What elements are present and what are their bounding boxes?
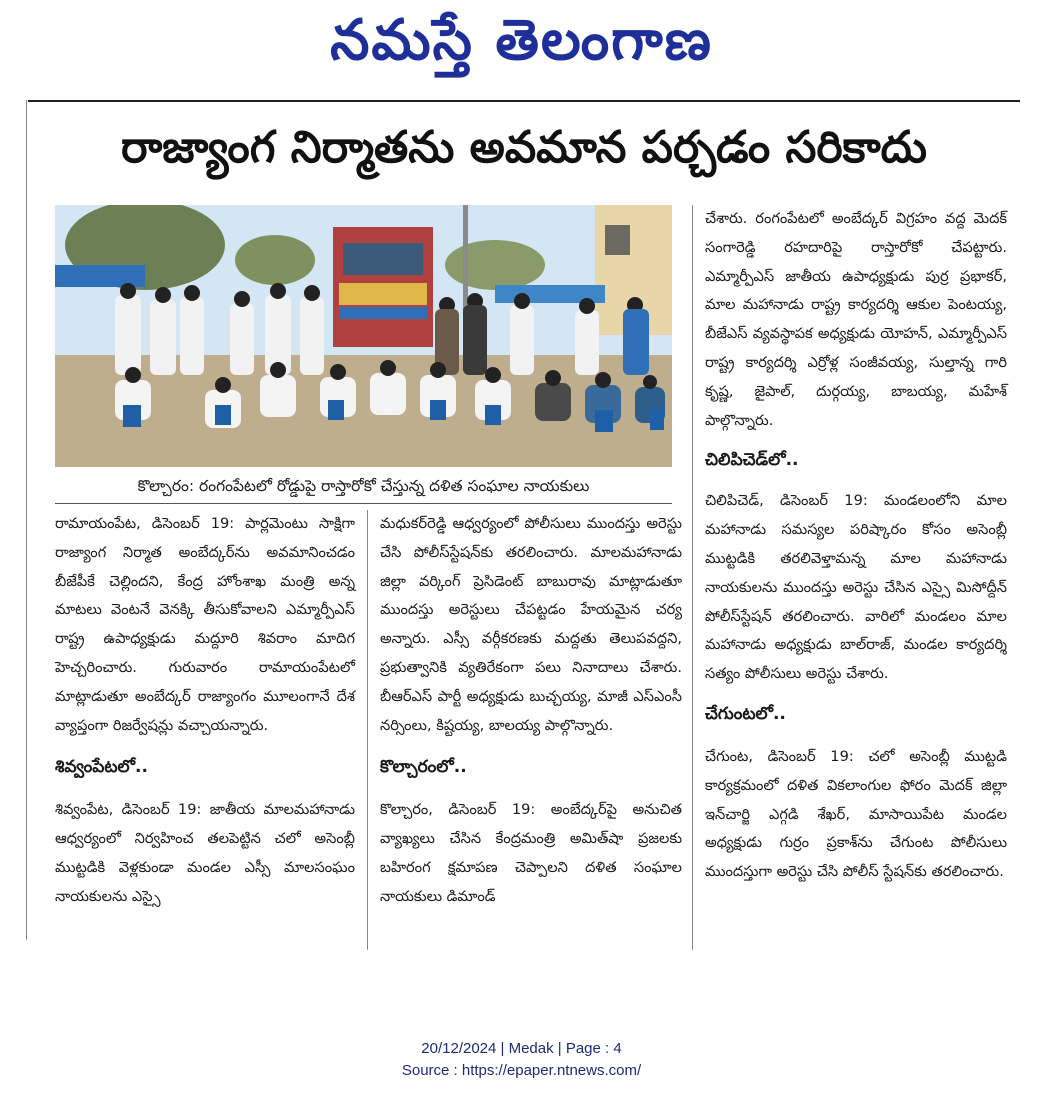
article-paragraph: రామాయంపేట, డిసెంబర్ 19: పార్లమెంటు సాక్షిగా రాజ్యాంగ నిర్మాత అంబేద్కర్‌ను అవమానించడం బీజేపీకే చెల్లిందని, కేంద్ర హోంశాఖ మంత్రి అన్న మాటలు వెంటనే వెనక్కి తీసుకోవాలని ఎమ్మార్పీఎస్ రాష్ట్ర ఉపాధ్యక్షుడు మద్దూరి శివరాం మాదిగ హెచ్చరించారు. గురువారం రామాయంపేటలో మాట్లాడుతూ అంబేద్కర్ రాజ్యాంగం మూలంగానే దేశ వ్యాప్తంగా రిజర్వేషన్లు వచ్చాయన్నారు. [55,515,355,734]
protest-photo-illustration [55,205,672,467]
article-paragraph: మధుకర్‌రెడ్డి ఆధ్వర్యంలో పోలీసులు ముందస్తు అరెస్టు చేసి పోలీస్‌స్టేషన్‌కు తరలించారు. మాలమహానాడు జిల్లా వర్కింగ్ ప్రెసిడెంట్ బాబురావు మాట్లాడుతూ ముందస్తు అరెస్టులు చేపట్టడం హేయమైన చర్య అన్నారు. ఎస్సీ వర్గీకరణకు మద్దతు తెలుపవద్దని, ప్రభుత్వానికి వ్యతిరేకంగా పలు నినాదాలు చేశారు. బీఆర్‌ఎస్ పార్టీ అధ్యక్షుడు బుచ్చయ్య, మాజీ ఎస్ఎంసీ నర్సింలు, కిష్టయ్య, బాలయ్య పాల్గొన్నారు. [380,515,682,734]
article-column-2 [380,510,682,912]
caption-rule [55,503,672,504]
article-headline: రాజ్యాంగ నిర్మాతను అవమాన పర్చడం సరికాదు [121,122,927,173]
subheading-chegunta: చేగుంటలో.. [705,703,786,724]
article-paragraph: కొల్చారం, డిసెంబర్ 19: అంబేద్కర్‌పై అనుచిత వ్యాఖ్యలు చేసిన కేంద్రమంత్రి అమిత్‌షా ప్రజలకు బహిరంగ క్షమాపణ చెప్పాలని దళిత సంఘాల నాయకులు డిమాండ్ [380,801,682,905]
article-paragraph: చేగుంట, డిసెంబర్ 19: చలో అసెంబ్లీ ముట్టడి కార్యక్రమంలో దళిత వికలాంగుల ఫోరం మెదక్ జిల్లా ఇన్‌చార్జి ఎగ్గడి శేఖర్, మాసాయిపేట మండల అధ్యక్షుడు గుర్రం ప్రకాశ్‌ను చేగుంట పోలీసులు ముందస్తుగా అరెస్టు చేసి పోలీస్ స్టేషన్‌కు తరలించారు. [705,747,1007,881]
page-left-rule [26,100,27,940]
masthead-logo: నమస్తే తెలంగాణ [330,8,713,73]
subheading-shivvampet: శివ్వంపేటలో.. [55,757,148,778]
news-photo [55,205,672,467]
article-column-3 [705,205,1007,887]
subheading-chilipiched: చిలిపిచెడ్‌లో.. [705,450,799,471]
masthead-rule [28,100,1020,102]
article-paragraph: చిలిపిచెడ్, డిసెంబర్ 19: మండలంలోని మాల మహానాడు సమస్యల పరిష్కారం కోసం అసెంబ్లీ ముట్టడికి తరలివెళ్తామన్న మాల మహానాడు నాయకులను ముందస్తు అరెస్టు చేసిన ఎస్సై మిసోద్దీన్ పోలీస్‌స్టేషన్ తరలించారు. వారిలో మండలం మాల మహానాడు అధ్యక్షుడు బాల్‌రాజ్, మండల కార్యదర్శి సత్యం పోలీసులు అరెస్టు చేశారు. [705,492,1007,683]
article-column-1 [55,510,355,912]
column-rule [692,205,693,950]
photo-caption: కొల్చారం: రంగంపేటలో రోడ్డుపై రాస్తారోకో చేస్తున్న దళిత సంఘాల నాయకులు [137,477,590,495]
column-rule [367,510,368,950]
subheading-kolcharam: కొల్చారంలో.. [380,757,467,778]
article-paragraph: శివ్వంపేట, డిసెంబర్ 19: జాతీయ మాలమహానాడు ఆధ్వర్యంలో నిర్వహించ తలపెట్టిన చలో అసెంబ్లీ ముట్టడికి వెళ్లకుండా మండల ఎస్సీ మాలసంఘం నాయకులను ఎస్సై [55,801,355,905]
article-paragraph: చేశారు. రంగంపేటలో అంబేద్కర్ విగ్రహం వద్ద మెదక్ సంగారెడ్డి రహదారిపై రాస్తారోకో చేపట్టారు. ఎమ్మార్పీఎస్ జాతీయ ఉపాధ్యక్షుడు పుర్ర ప్రభాకర్, మాల మహానాడు రాష్ట్ర కార్యదర్శి ఆకుల పెంటయ్య, బీజేఎస్ వ్యవస్థాపక అధ్యక్షుడు యోహన్, ఎమ్మార్పీఎస్ రాష్ట్ర కార్యదర్శి ఎర్రోళ్ల సంజీవయ్య, సుల్తాన్న గారి కృష్ణ, జైపాల్, దుర్గయ్య, బాబయ్య, మహేశ్ పాల్గొన్నారు. [705,210,1007,429]
footer-source: Source : https://epaper.ntnews.com/ [401,1062,642,1079]
footer-dateline: 20/12/2024 | Medak | Page : 4 [421,1040,622,1057]
